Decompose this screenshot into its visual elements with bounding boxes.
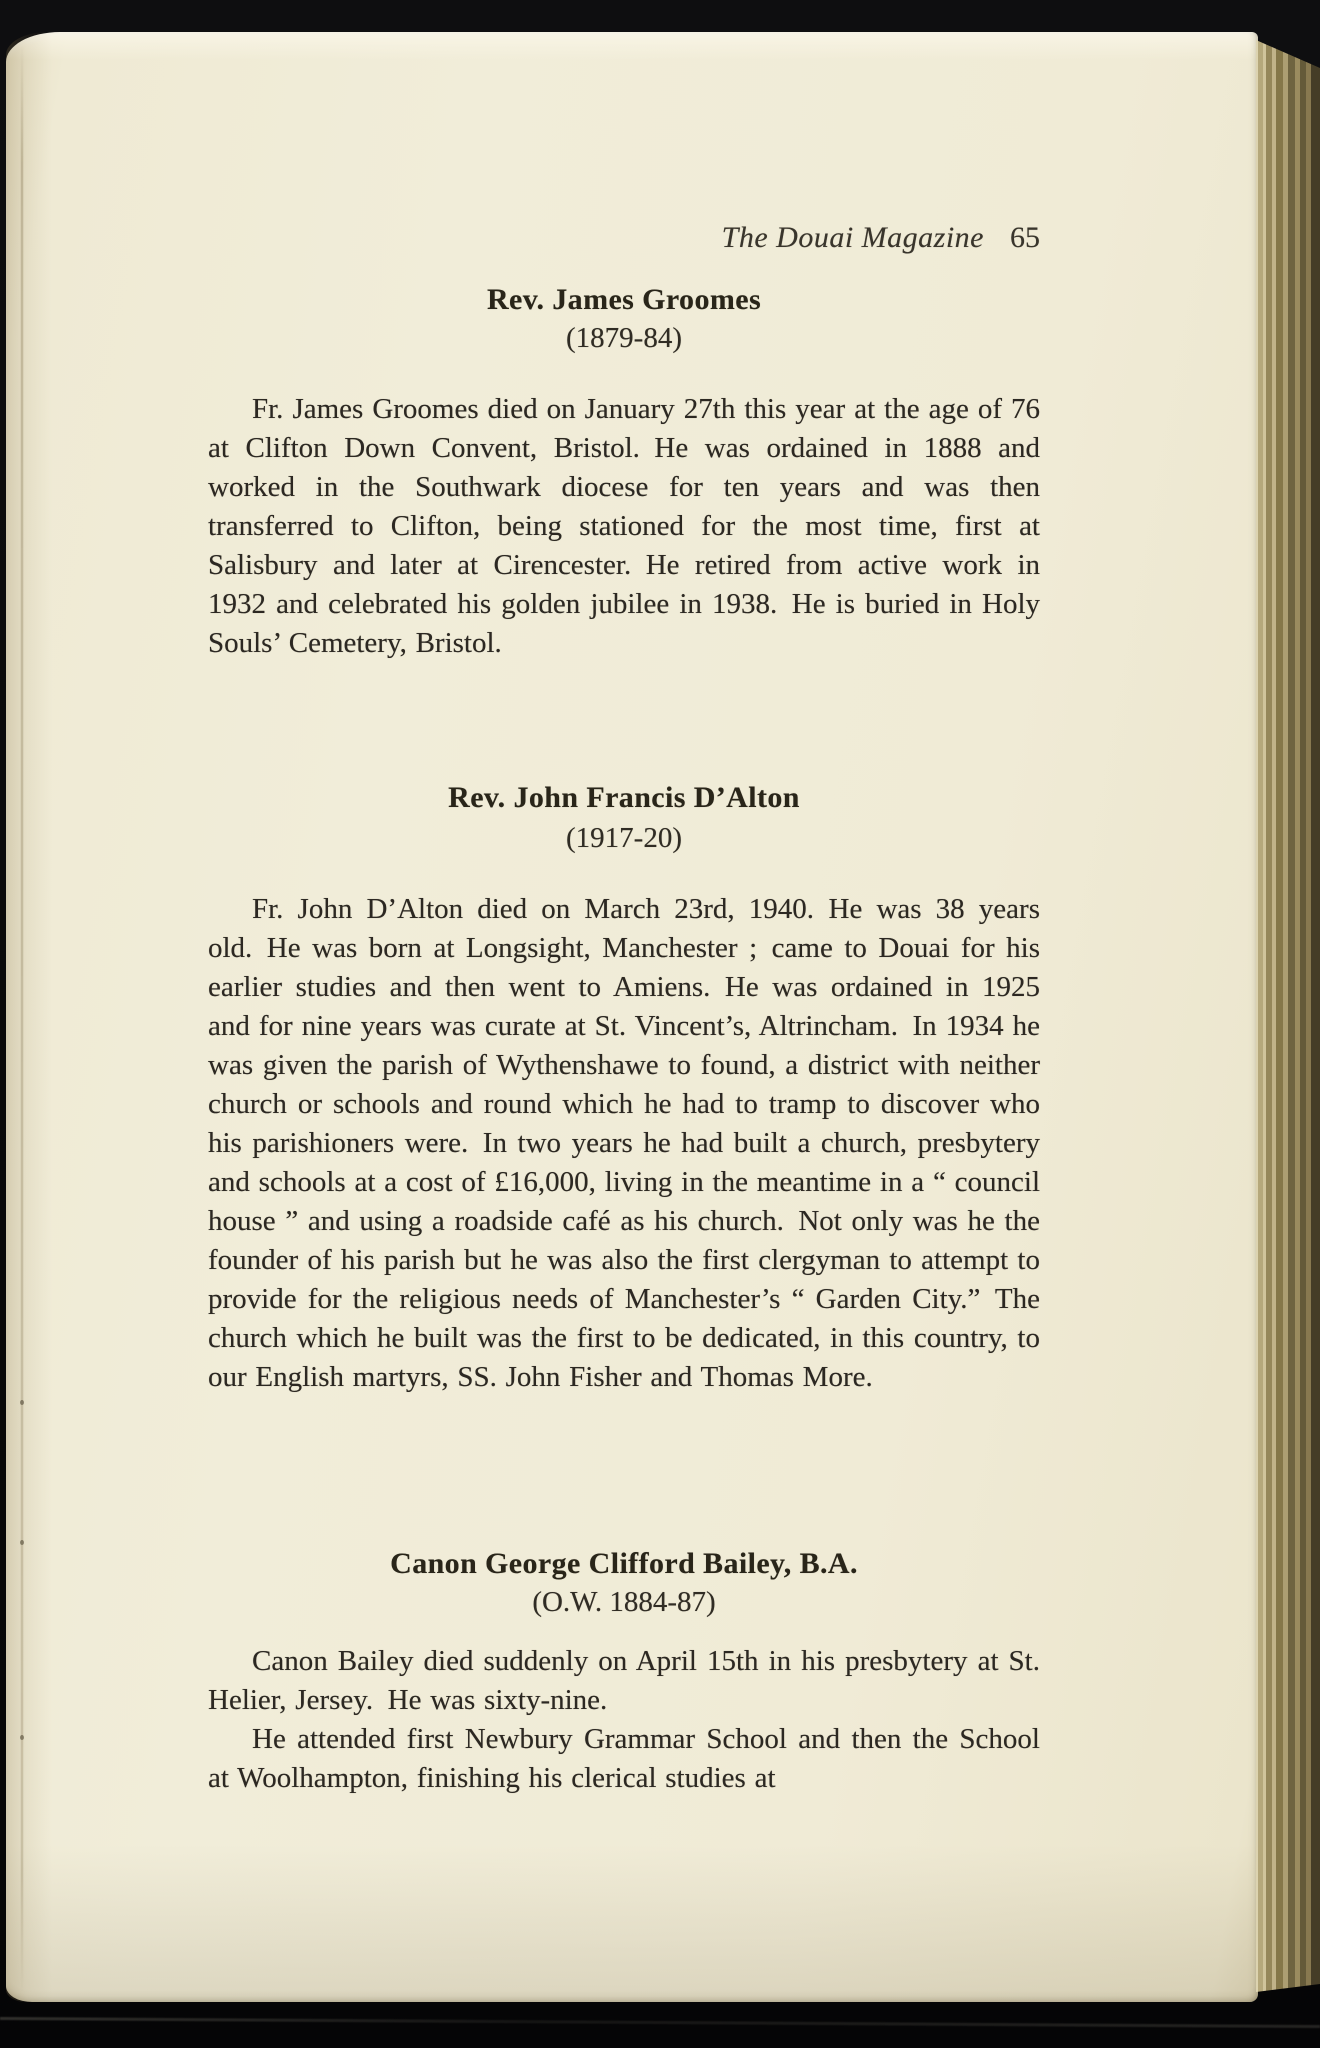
article-subtitle: (1879-84) [566,322,682,354]
page-content [6,32,1258,2002]
article-title: Canon George Clifford Bailey, B.A. [390,1547,858,1580]
article-title: Rev. James Groomes [486,283,762,316]
article-subtitle: (1917-20) [566,822,682,854]
fore-edge-page-stack [1256,40,1320,1996]
article-subtitle: (O.W. 1884-87) [532,1586,716,1618]
obituary-article-groomes [208,282,1040,663]
running-header [208,220,1040,256]
article-title: Rev. John Francis D’Alton [448,781,800,814]
article-paragraph: Fr. James Groomes died on January 27th this year at the age of 76 at Clifton Down Convent, Bristol. He was ordained in 1888 and worked in the Southwark diocese for ten years and was then transferred to Clifton, being stationed for the most time, first at Salisbury and later at Cirencester. He retired from active work in 1932 and celebrated his golden jubilee in 1938. He is buried in Holy Souls’ Cemetery, Bristol. [208,393,1040,659]
article-paragraph: He attended first Newbury Grammar School and then the School at Woolhampton, finishing his clerical studies at [208,1723,1040,1794]
article-paragraph: Canon Bailey died suddenly on April 15th in his presbytery at St. Helier, Jersey. He was sixty-nine. [208,1645,1040,1716]
article-paragraph: Fr. John D’Alton died on March 23rd, 1940. He was 38 years old. He was born at Longsight, Manchester ; came to Douai for his earlier studies and then went to Amiens. He was ordained in 1925 and for nine years was curate at St. Vincent’s, Altrincham. In 1934 he was given the parish of Wythenshawe to found, a district with neither church or schools and round which he had to tramp to discover who his parishioners were. In two years he had built a church, presbytery and schools at a cost of £16,000, living in the meantime in a “ council house ” and using a roadside café as his church. Not only was he the founder of his parish but he was also the first clergyman to attempt to provide for the religious needs of Manchester’s “ Garden City.” The church which he built was the first to be dedicated, in this country, to our English martyrs, SS. John Fisher and Thomas More. [208,893,1040,1393]
cover-cloth-highlight [0,2017,1320,2028]
page-number: 65 [1010,221,1040,254]
book-page [6,32,1258,2002]
obituary-article-bailey [208,1546,1040,1798]
journal-title: The Douai Magazine [721,221,984,254]
obituary-article-dalton [208,780,1040,1397]
